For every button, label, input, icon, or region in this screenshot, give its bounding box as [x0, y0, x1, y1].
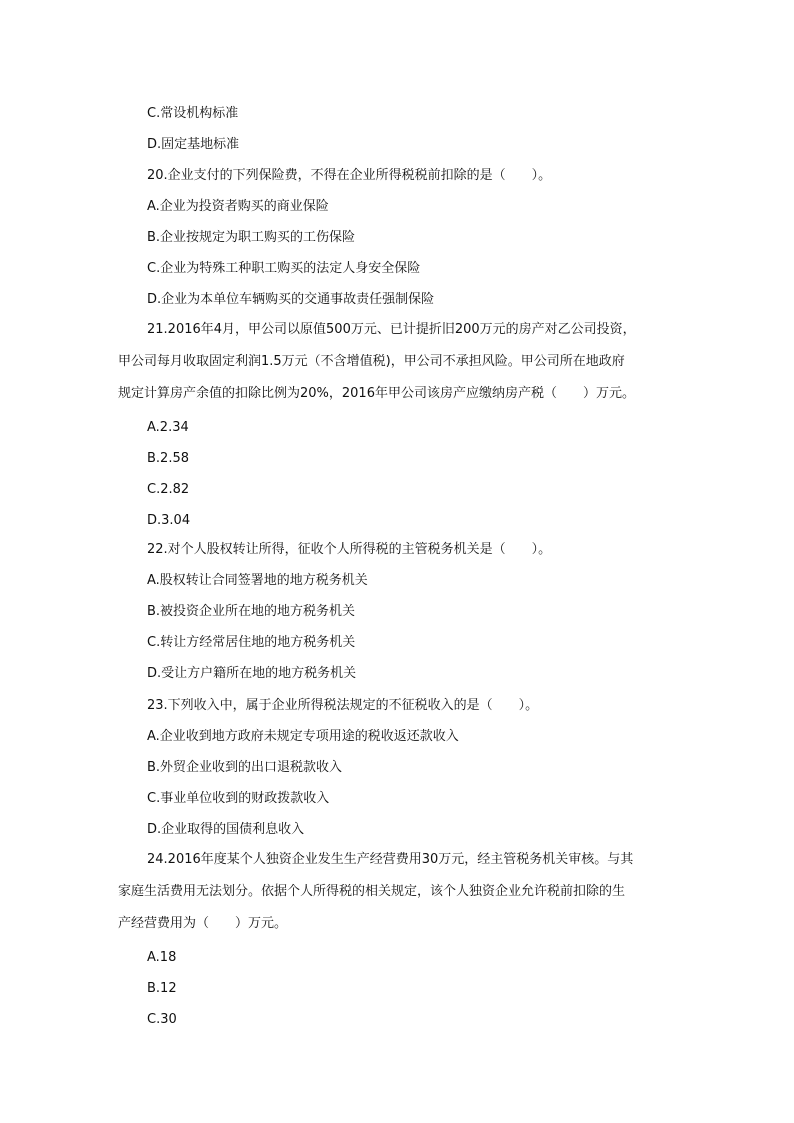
q21-stem	[118, 314, 667, 410]
q24-stem-line-2: 家庭生活费用无法划分。依据个人所得税的相关规定，该个人独资企业允许税前扣除的生	[118, 884, 626, 899]
q24-stem-line-1: 24.2016年度某个人独资企业发生生产经营费用30万元，经主管税务机关审核。与其	[147, 852, 634, 867]
q23-option-d: D.企业取得的国债利息收入	[147, 822, 305, 837]
q22-stem: 22.对个人股权转让所得，征收个人所得税的主管税务机关是（ ）。	[147, 542, 552, 557]
q24-option-c: C.30	[147, 1012, 177, 1027]
q24-stem-line-3: 产经营费用为（ ）万元。	[118, 916, 288, 931]
q21-option-d: D.3.04	[147, 513, 191, 528]
q21-option-c: C.2.82	[147, 482, 190, 497]
q23-option-b: B.外贸企业收到的出口退税款收入	[147, 760, 343, 775]
q24-stem	[118, 844, 667, 940]
q23-option-a: A.企业收到地方政府未规定专项用途的税收返还款收入	[147, 729, 459, 744]
q22-option-a: A.股权转让合同签署地的地方税务机关	[147, 573, 368, 588]
q22-option-b: B.被投资企业所在地的地方税务机关	[147, 604, 356, 619]
q20-option-a: A.企业为投资者购买的商业保险	[147, 199, 329, 214]
q20-stem: 20.企业支付的下列保险费，不得在企业所得税税前扣除的是（ ）。	[147, 168, 552, 183]
q22-option-c: C.转让方经常居住地的地方税务机关	[147, 635, 356, 650]
q20-option-d: D.企业为本单位车辆购买的交通事故责任强制保险	[147, 292, 435, 307]
q20-option-b: B.企业按规定为职工购买的工伤保险	[147, 230, 356, 245]
q19-option-c: C.常设机构标准	[147, 106, 239, 121]
q21-option-a: A.2.34	[147, 420, 189, 435]
q23-option-c: C.事业单位收到的财政拨款收入	[147, 791, 330, 806]
q23-stem: 23.下列收入中，属于企业所得税法规定的不征税收入的是（ ）。	[147, 698, 539, 713]
q22-option-d: D.受让方户籍所在地的地方税务机关	[147, 666, 357, 681]
q21-stem-line-3: 规定计算房产余值的扣除比例为20%，2016年甲公司该房产应缴纳房产税（ ）万元。	[118, 386, 635, 401]
q21-stem-line-1: 21.2016年4月，甲公司以原值500万元、已计提折旧200万元的房产对乙公司投资，	[147, 322, 636, 337]
q21-stem-line-2: 甲公司每月收取固定利润1.5万元（不含增值税)，甲公司不承担风险。甲公司所在地政府	[118, 354, 625, 369]
q20-option-c: C.企业为特殊工种职工购买的法定人身安全保险	[147, 261, 421, 276]
q24-option-b: B.12	[147, 981, 177, 996]
q19-option-d: D.固定基地标准	[147, 137, 240, 152]
q24-option-a: A.18	[147, 950, 177, 965]
q21-option-b: B.2.58	[147, 451, 189, 466]
